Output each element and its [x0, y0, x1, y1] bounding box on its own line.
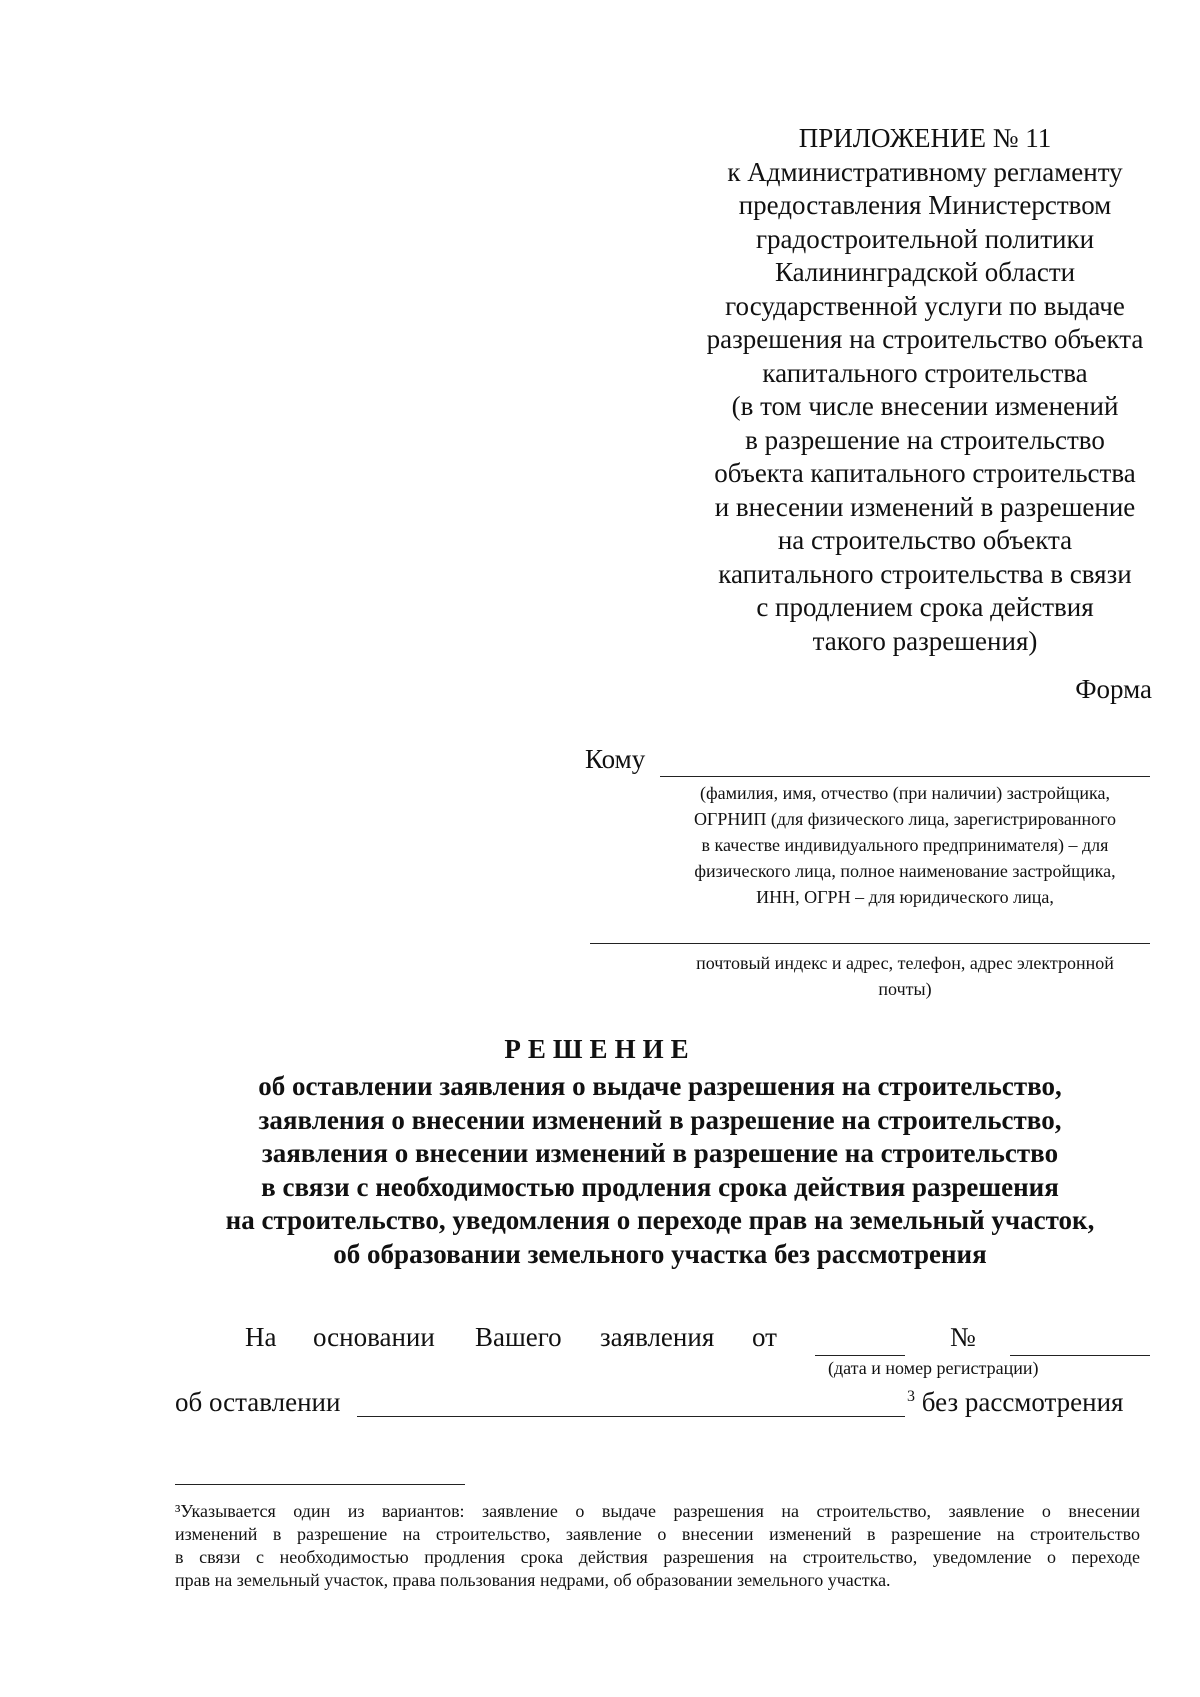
body-word: от	[752, 1322, 777, 1352]
decision-subtitle-line: об образовании земельного участка без рассмотрения	[333, 1238, 987, 1269]
recipient-hint-line: в качестве индивидуального предпринимателя) – для	[701, 835, 1109, 855]
appendix-line: Калининградской области	[774, 257, 1076, 287]
date-number-hint: (дата и номер регистрации)	[828, 1358, 1039, 1378]
recipient-hint	[650, 780, 1160, 910]
appendix-line: ПРИЛОЖЕНИЕ № 11	[798, 123, 1052, 153]
form-label: Форма	[1075, 674, 1152, 704]
decision-subtitle-line: на строительство, уведомления о переходе прав на земельный участок,	[225, 1205, 1095, 1235]
footnote	[175, 1500, 1140, 1592]
appendix-line: градостроительной политики	[755, 223, 1095, 254]
date-field-line[interactable]	[815, 1355, 905, 1356]
recipient-field-line[interactable]	[660, 776, 1150, 777]
decision-subtitle-line: заявления о внесении изменений в разрешение на строительство,	[258, 1104, 1062, 1135]
address-field-line[interactable]	[590, 943, 1150, 944]
decision-subtitle	[0, 1070, 1200, 1271]
footnote-line: ³Указывается один из вариантов: заявление о выдаче разрешения на строительство, заявление о внесении	[175, 1501, 1140, 1521]
body-word: Вашего	[475, 1322, 562, 1352]
decision-subtitle-line: об оставлении заявления о выдаче разрешения на строительство,	[258, 1071, 1062, 1101]
appendix-line: (в том числе внесении изменений	[731, 391, 1119, 421]
appendix-line: такого разрешения)	[812, 625, 1038, 656]
recipient-hint-line: физического лица, полное наименование застройщика,	[694, 861, 1116, 881]
decision-subtitle-line: заявления о внесении изменений в разрешение на строительство	[261, 1138, 1059, 1168]
footnote-line: изменений в разрешение на строительство, заявление о внесении изменений в разрешение на строительство	[175, 1524, 1140, 1544]
decision-subtitle-line: в связи с необходимостью продления срока действия разрешения	[261, 1171, 1059, 1202]
decision-title: РЕШЕНИЕ	[504, 1034, 696, 1064]
address-hint-line: почты)	[878, 979, 932, 999]
footnote-line: прав на земельный участок, права пользования недрами, об образовании земельного участка.	[175, 1570, 891, 1590]
recipient-label: Кому	[585, 744, 646, 774]
number-field-line[interactable]	[1010, 1355, 1150, 1356]
appendix-line: капитального строительства	[762, 357, 1088, 388]
recipient-hint-line: ОГРНИП (для физического лица, зарегистрированного	[693, 809, 1117, 829]
footnote-line: в связи с необходимостью продления срока действия разрешения на строительство, уведомление о переходе	[175, 1547, 1140, 1567]
body-line2-end-group	[907, 1387, 1123, 1418]
recipient-hint-line: ИНН, ОГРН – для юридического лица,	[756, 887, 1054, 907]
recipient-hint-line: (фамилия, имя, отчество (при наличии) застройщика,	[700, 783, 1110, 803]
appendix-line: на строительство объекта	[777, 525, 1073, 555]
appendix-header	[680, 122, 1170, 658]
body-word: На	[245, 1322, 277, 1352]
appendix-line: предоставления Министерством	[738, 190, 1112, 220]
footnote-ref: 3	[907, 1388, 915, 1405]
appendix-line: капитального строительства в связи	[718, 558, 1132, 589]
address-hint-line: почтовый индекс и адрес, телефон, адрес электронной	[696, 953, 1114, 973]
appendix-line: объекта капитального строительства	[714, 458, 1136, 488]
appendix-line: в разрешение на строительство	[745, 424, 1105, 455]
body-word: основании	[313, 1322, 435, 1352]
address-hint	[655, 950, 1155, 1002]
appendix-line: с продлением срока действия	[756, 592, 1094, 622]
footnote-separator	[175, 1484, 465, 1485]
appendix-line: разрешения на строительство объекта	[706, 324, 1144, 354]
appendix-line: и внесении изменений в разрешение	[714, 491, 1136, 522]
body-word: заявления	[600, 1322, 715, 1352]
appendix-line: государственной услуги по выдаче	[725, 290, 1125, 321]
number-sign: №	[950, 1322, 976, 1352]
body-line2-end: без рассмотрения	[921, 1387, 1124, 1417]
appendix-line: к Административному регламенту	[727, 156, 1123, 187]
application-type-field-line[interactable]	[357, 1416, 905, 1417]
body-line2-start: об оставлении	[175, 1387, 341, 1417]
